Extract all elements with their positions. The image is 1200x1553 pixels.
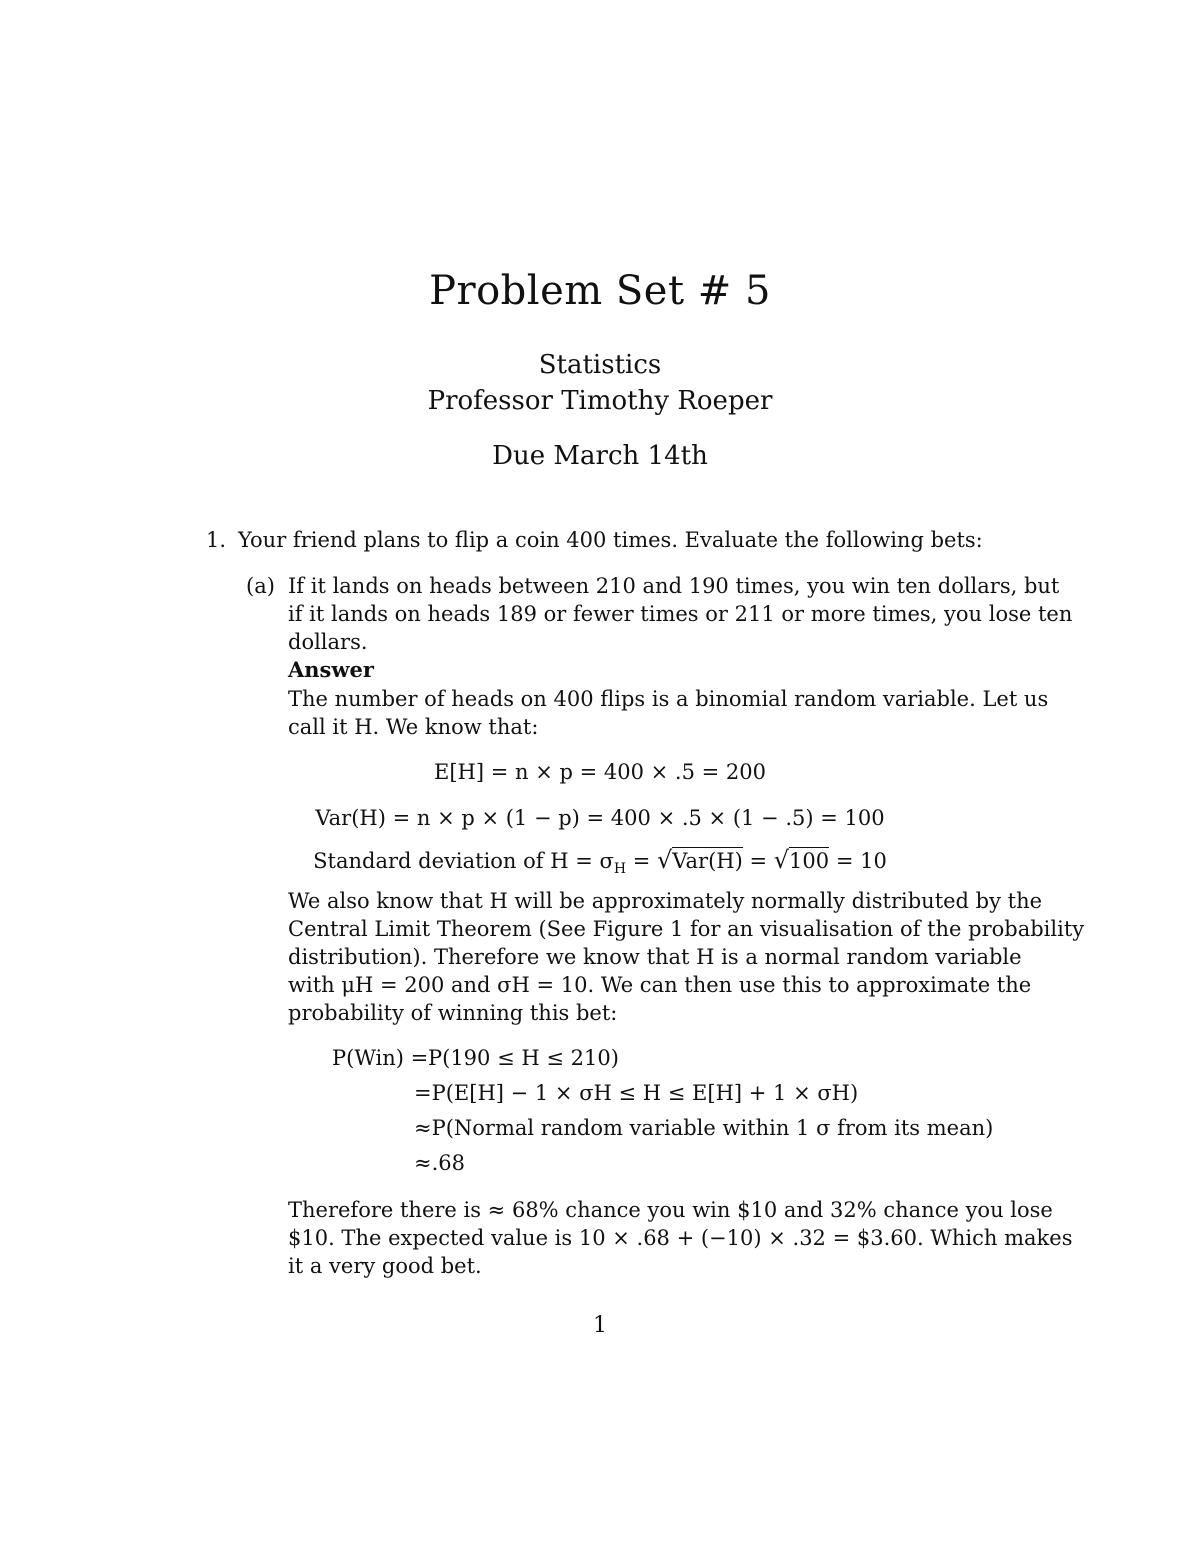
- std-dev-radicand: 100: [789, 849, 830, 873]
- question-line: dollars.: [288, 630, 368, 654]
- professor-name: Professor Timothy Roeper: [427, 386, 773, 416]
- part-label: (a): [246, 574, 275, 598]
- std-dev-equation: [0, 846, 1200, 877]
- clt-line: probability of winning this bet:: [288, 1001, 618, 1025]
- std-dev-eq1: =: [626, 849, 657, 873]
- page-number: 1: [593, 1313, 607, 1338]
- clt-line: distribution). Therefore we know that H is a normal random variable: [288, 945, 1022, 969]
- prob-rhs: =P(E[H] − 1 × σH ≤ H ≤ E[H] + 1 × σH): [414, 1081, 859, 1105]
- clt-line: Central Limit Theorem (See Figure 1 for an visualisation of the probability: [288, 917, 1085, 941]
- variance-equation: Var(H) = n × p × (1 − p) = 400 × .5 × (1 − .5) = 100: [315, 806, 885, 830]
- prob-lhs: P(Win) =: [332, 1046, 429, 1070]
- answer-line: The number of heads on 400 flips is a binomial random variable. Let us: [288, 687, 1049, 711]
- problem-number: 1.: [206, 528, 227, 552]
- prob-rhs: P(190 ≤ H ≤ 210): [428, 1046, 619, 1070]
- expectation-equation: E[H] = n × p = 400 × .5 = 200: [434, 760, 766, 784]
- std-dev-eq2: =: [742, 849, 774, 873]
- std-dev-prefix: Standard deviation of H = σ: [313, 849, 614, 873]
- page-title: Problem Set # 5: [429, 268, 771, 314]
- std-dev-result: = 10: [829, 849, 887, 873]
- prob-rhs: ≈.68: [414, 1151, 465, 1175]
- sqrt-icon: √: [657, 846, 673, 874]
- problem-intro: Your friend plans to flip a coin 400 times. Evaluate the following bets:: [238, 528, 983, 552]
- conclusion-line: $10. The expected value is 10 × .68 + (−10) × .32 = $3.60. Which makes: [288, 1226, 1073, 1250]
- prob-rhs: ≈P(Normal random variable within 1 σ from its mean): [414, 1116, 994, 1140]
- conclusion-line: Therefore there is ≈ 68% chance you win $10 and 32% chance you lose: [288, 1198, 1053, 1222]
- clt-line: with μH = 200 and σH = 10. We can then use this to approximate the: [288, 973, 1032, 997]
- question-line: if it lands on heads 189 or fewer times or 211 or more times, you lose ten: [288, 602, 1073, 626]
- std-dev-subscript: H: [613, 861, 627, 878]
- course-subject: Statistics: [538, 350, 662, 380]
- clt-line: We also know that H will be approximately normally distributed by the: [288, 889, 1043, 913]
- std-dev-radicand: Var(H): [672, 849, 743, 873]
- conclusion-line: it a very good bet.: [288, 1254, 482, 1278]
- answer-heading: Answer: [288, 657, 374, 682]
- question-line: If it lands on heads between 210 and 190 times, you win ten dollars, but: [288, 574, 1060, 598]
- answer-line: call it H. We know that:: [288, 715, 539, 739]
- due-date: Due March 14th: [492, 441, 708, 471]
- sqrt-icon: √: [773, 846, 790, 874]
